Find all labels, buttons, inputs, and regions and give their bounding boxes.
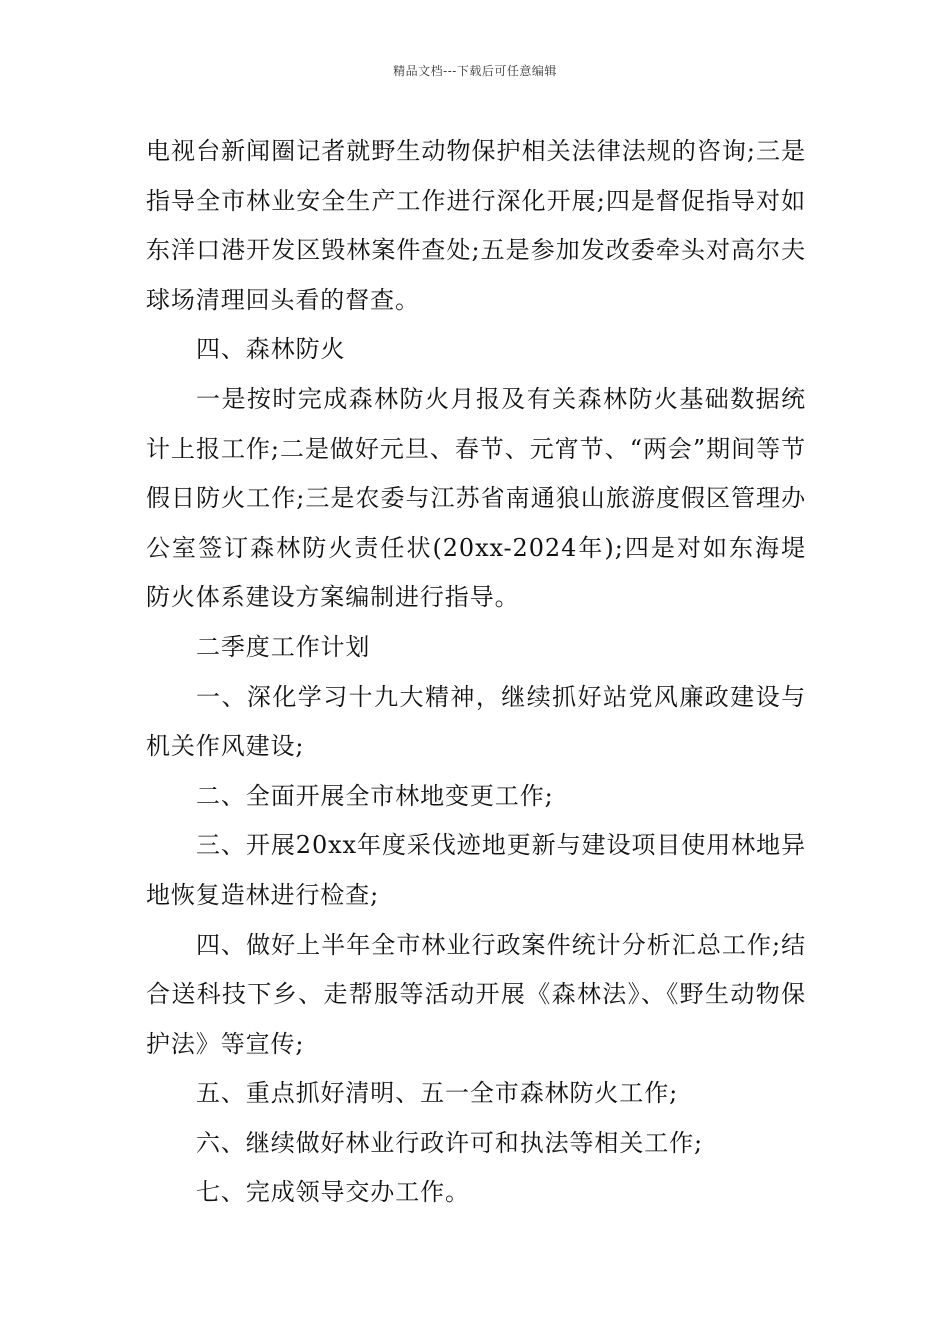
page-header: 精品文档---下载后可任意编辑 bbox=[393, 64, 557, 78]
paragraph-forest-fire: 一是按时完成森林防火月报及有关森林防火基础数据统计上报工作;二是做好元旦、春节、元宵节、“两会”期间等节假日防火工作;三是农委与江苏省南通狼山旅游度假区管理办公室签订森林防火责任状(20xx-2024年);四是对如东海堤防火体系建设方案编制进行指导。 bbox=[146, 384, 806, 612]
plan-item-4: 四、做好上半年全市林业行政案件统计分析汇总工作;结合送科技下乡、走帮服等活动开展《森林法》、《野生动物保护法》等宣传; bbox=[146, 930, 806, 1058]
section-heading-q2-plan: 二季度工作计划 bbox=[196, 632, 371, 661]
plan-item-6: 六、继续做好林业行政许可和执法等相关工作; bbox=[196, 1128, 703, 1157]
plan-item-2: 二、全面开展全市林地变更工作; bbox=[196, 781, 554, 810]
section-heading-forest-fire: 四、森林防火 bbox=[196, 335, 346, 364]
plan-item-5: 五、重点抓好清明、五一全市森林防火工作; bbox=[196, 1079, 679, 1108]
document-body bbox=[146, 127, 806, 1218]
plan-item-1: 一、深化学习十九大精神，继续抓好站党风廉政建设与机关作风建设; bbox=[146, 682, 806, 761]
paragraph-continuation: 电视台新闻圈记者就野生动物保护相关法律法规的咨询;三是指导全市林业安全生产工作进行深化开展;四是督促指导对如东洋口港开发区毁林案件查处;五是参加发改委牵头对高尔夫球场清理回头看的督查。 bbox=[146, 137, 806, 314]
plan-item-3: 三、开展20xx年度采伐迹地更新与建设项目使用林地异地恢复造林进行检查; bbox=[146, 831, 806, 909]
plan-item-7: 七、完成领导交办工作。 bbox=[196, 1178, 470, 1207]
